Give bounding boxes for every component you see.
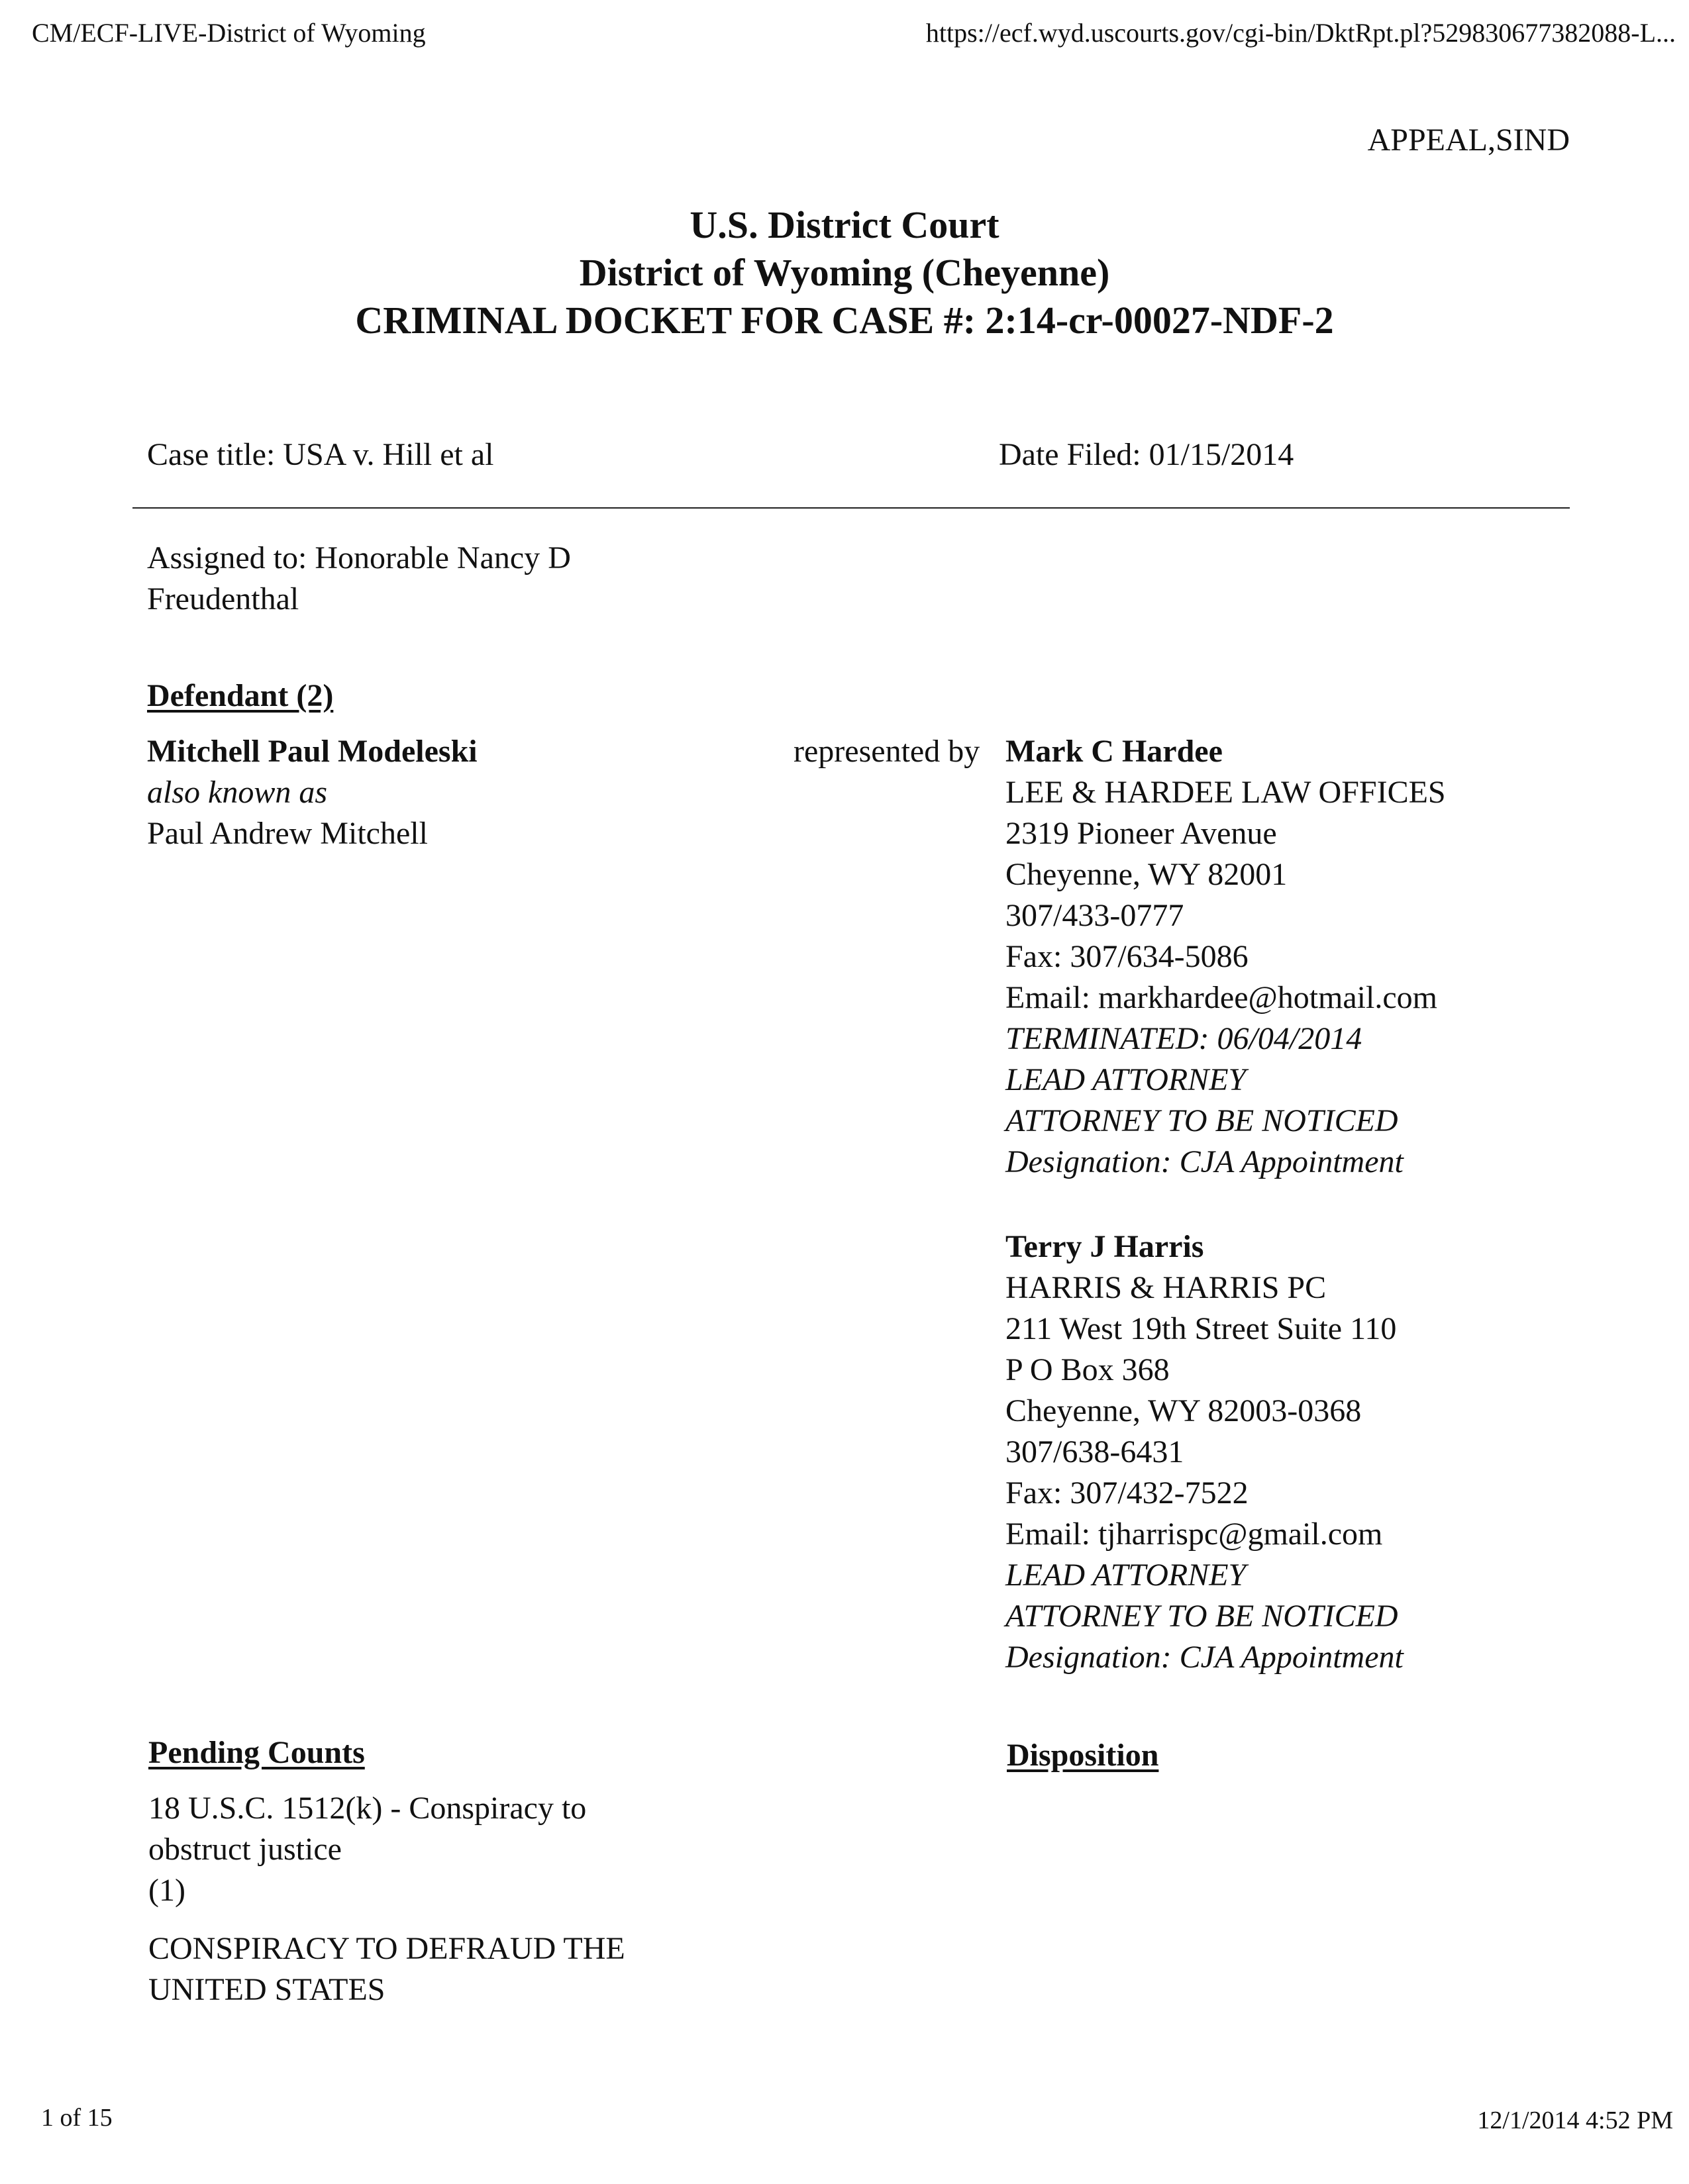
attorney-lead: LEAD ATTORNEY [1005,1062,1247,1097]
assigned-line-2: Freudenthal [147,581,299,617]
count-description: 18 U.S.C. 1512(k) - Conspiracy to [148,1791,587,1826]
pending-counts-heading: Pending Counts [148,1735,365,1770]
count-block [148,1928,625,2010]
attorney-designation: Designation: CJA Appointment [1005,1640,1404,1675]
represented-by-label: represented by [793,734,980,769]
count-number: (1) [148,1873,185,1908]
defendant-name: Mitchell Paul Modeleski [147,734,478,769]
attorney-firm: LEE & HARDEE LAW OFFICES [1005,775,1446,810]
print-header-url: https://ecf.wyd.uscourts.gov/cgi-bin/DktRpt.pl?529830677382088-L... [925,18,1676,48]
attorney-block [1005,731,1446,1183]
attorney-firm: HARRIS & HARRIS PC [1005,1270,1327,1305]
count-description: CONSPIRACY TO DEFRAUD THE [148,1931,625,1966]
attorney-block [1005,1226,1404,1678]
attorney-lead: LEAD ATTORNEY [1005,1558,1247,1593]
print-timestamp: 12/1/2014 4:52 PM [1477,2107,1673,2134]
attorney-noticed: ATTORNEY TO BE NOTICED [1005,1599,1398,1634]
case-title: Case title: USA v. Hill et al [147,437,494,472]
attorney-phone: 307/638-6431 [1005,1434,1184,1469]
attorney-city: Cheyenne, WY 82001 [1005,857,1288,892]
attorney-email: Email: markhardee@hotmail.com [1005,980,1437,1015]
attorney-name: Terry J Harris [1005,1229,1204,1264]
aka-label: also known as [147,775,328,810]
aka-name: Paul Andrew Mitchell [147,816,428,851]
disposition-heading: Disposition [1007,1738,1159,1773]
attorney-email: Email: tjharrispc@gmail.com [1005,1516,1383,1552]
court-heading [0,201,1689,344]
defendant-heading: Defendant (2) [147,678,334,713]
count-description-cont: UNITED STATES [148,1972,385,2007]
attorney-address: 211 West 19th Street Suite 110 [1005,1311,1397,1346]
attorney-name: Mark C Hardee [1005,734,1223,769]
attorney-po-box: P O Box 368 [1005,1352,1170,1387]
docket-title: CRIMINAL DOCKET FOR CASE #: 2:14-cr-00027-NDF-2 [355,299,1334,342]
assigned-judge [147,538,571,620]
page-number: 1 of 15 [41,2104,113,2132]
attorney-phone: 307/433-0777 [1005,898,1184,933]
print-header-title: CM/ECF-LIVE-District of Wyoming [32,18,426,48]
divider [132,507,1570,509]
attorney-fax: Fax: 307/634-5086 [1005,939,1249,974]
attorney-designation: Designation: CJA Appointment [1005,1144,1404,1179]
count-description-cont: obstruct justice [148,1832,342,1867]
assigned-line-1: Assigned to: Honorable Nancy D [147,540,571,575]
court-name: U.S. District Court [690,203,999,246]
attorney-noticed: ATTORNEY TO BE NOTICED [1005,1103,1398,1138]
attorney-city: Cheyenne, WY 82003-0368 [1005,1393,1362,1428]
attorney-terminated: TERMINATED: 06/04/2014 [1005,1021,1362,1056]
count-block [148,1788,586,1911]
court-district: District of Wyoming (Cheyenne) [579,251,1110,294]
defendant-block [147,731,478,854]
date-filed: Date Filed: 01/15/2014 [999,437,1294,472]
attorney-address: 2319 Pioneer Avenue [1005,816,1277,851]
attorney-fax: Fax: 307/432-7522 [1005,1475,1249,1511]
case-flags: APPEAL,SIND [1367,123,1570,158]
